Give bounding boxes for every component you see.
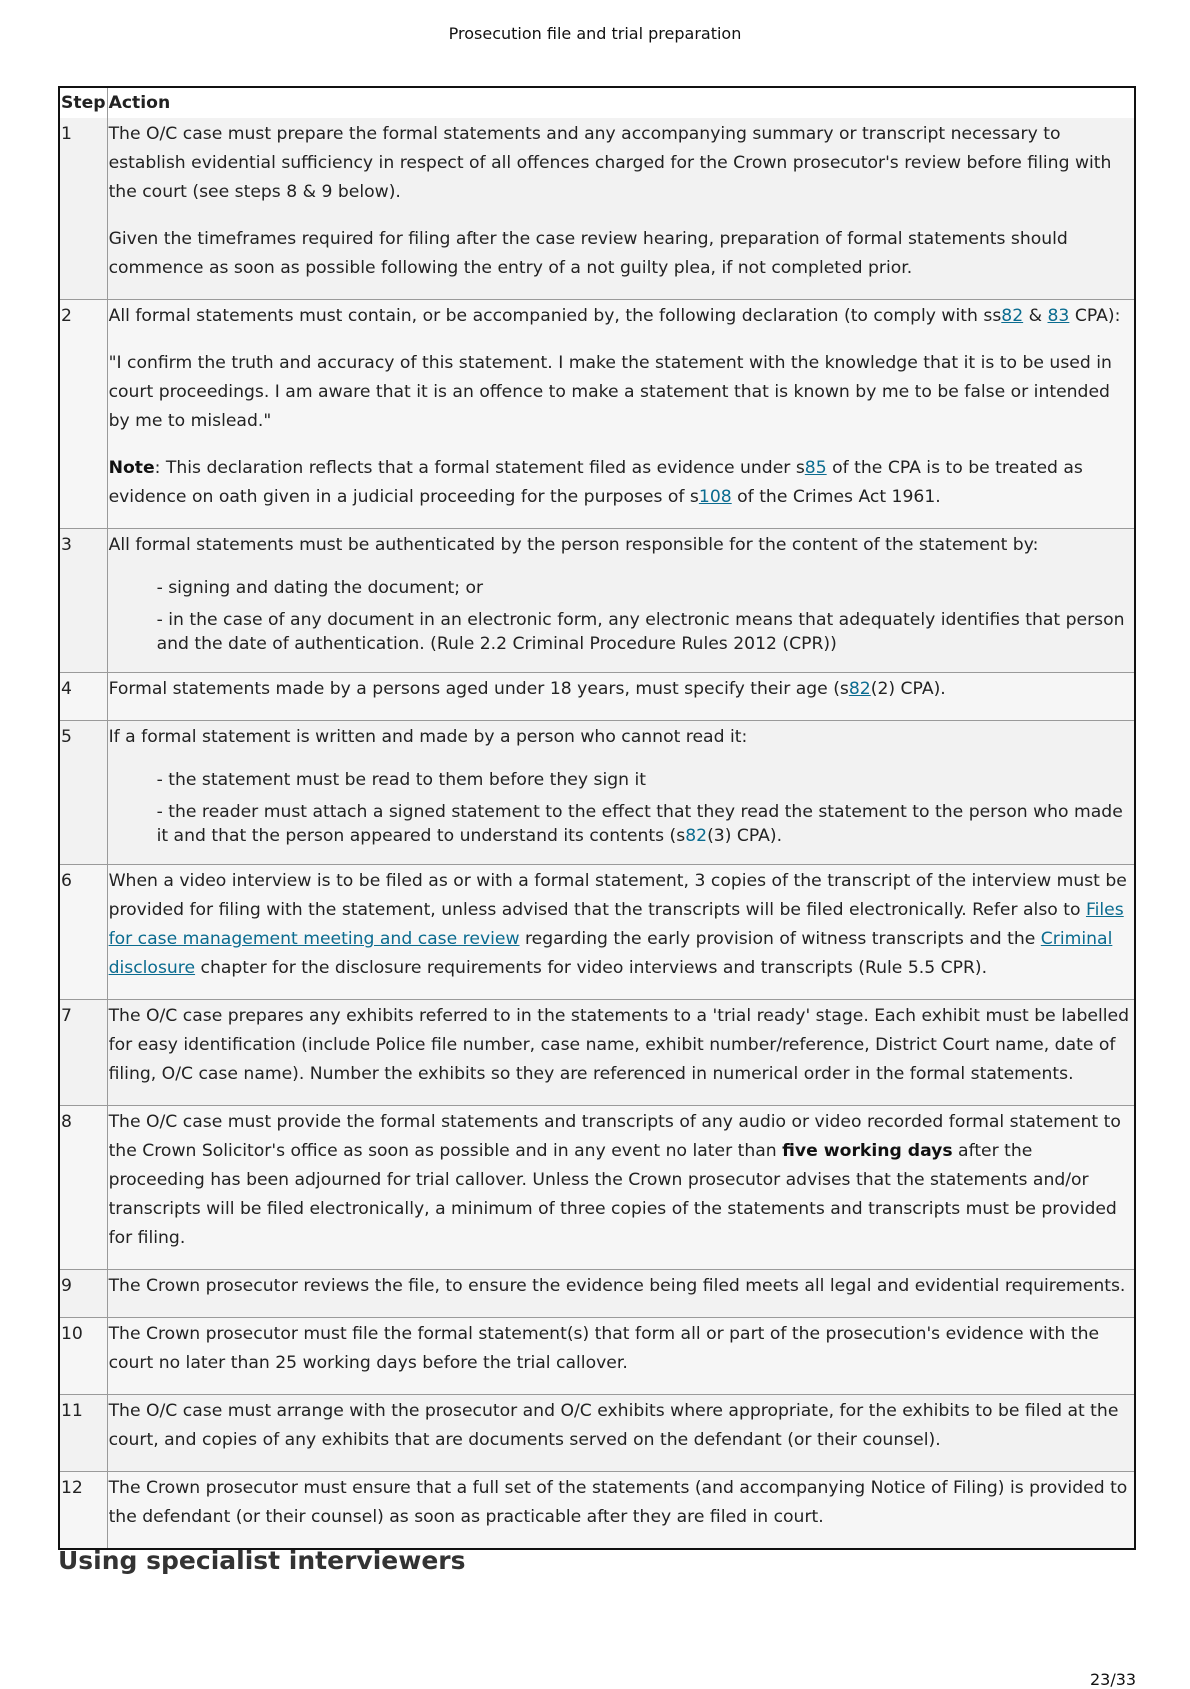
section-heading: Using specialist interviewers <box>58 1546 466 1575</box>
step-action <box>107 1472 1135 1550</box>
dash-list <box>109 768 1132 848</box>
step-number: 1 <box>59 118 107 300</box>
step-action <box>107 721 1135 865</box>
table-row <box>59 1318 1135 1395</box>
table-row <box>59 1106 1135 1270</box>
step-number: 3 <box>59 529 107 673</box>
step-number: 12 <box>59 1472 107 1550</box>
action-paragraph: All formal statements must be authenticated by the person responsible for the content of the statement by: <box>108 535 1039 555</box>
page-header-title: Prosecution file and trial preparation <box>448 24 742 43</box>
step-action <box>107 529 1135 673</box>
action-paragraph: When a video interview is to be filed as or with a formal statement, 3 copies of the transcript of the interview must be provided for filing with the statement, unless advised that the transcripts will be filed electronically. Refer also to Files for case management meeting and case review regarding the early provision of witness transcripts and the Criminal disclosure chapter for the disclosure requirements for video interviews and transcripts (Rule 5.5 CPR). <box>108 871 1127 978</box>
step-number: 8 <box>59 1106 107 1270</box>
step-number: 11 <box>59 1395 107 1472</box>
action-paragraph: The O/C case must provide the formal statements and transcripts of any audio or video recorded formal statement to the Crown Solicitor's office as soon as possible and in any event no later than five working days after the proceeding has been adjourned for trial callover. Unless the Crown prosecutor advises that the statements and/or transcripts will be filed electronically, a minimum of three copies of the statements and transcripts must be provided for filing. <box>108 1112 1121 1248</box>
step-number: 2 <box>59 300 107 529</box>
dash-list <box>109 576 1132 656</box>
step-number: 6 <box>59 865 107 1000</box>
table-row <box>59 865 1135 1000</box>
action-paragraph: The O/C case must prepare the formal statements and any accompanying summary or transcript necessary to establish evidential sufficiency in respect of all offences charged for the Crown prosecutor's review before filing with the court (see steps 8 & 9 below). <box>108 124 1112 202</box>
list-item: - the reader must attach a signed statement to the effect that they read the statement to the person who made it and that the person appeared to understand its contents (s82(3) CPA). <box>156 802 1123 846</box>
table-row <box>59 673 1135 721</box>
action-paragraph: The Crown prosecutor reviews the file, to ensure the evidence being filed meets all legal and evidential requirements. <box>108 1276 1126 1296</box>
column-header-step: Step <box>59 87 107 118</box>
step-number: 7 <box>59 1000 107 1106</box>
step-action <box>107 1318 1135 1395</box>
step-action <box>107 118 1135 300</box>
step-action <box>107 673 1135 721</box>
table-header-row <box>59 87 1135 118</box>
table-row <box>59 721 1135 865</box>
action-paragraph: Given the timeframes required for filing after the case review hearing, preparation of formal statements should commence as soon as possible following the entry of a not guilty plea, if not completed prior. <box>108 229 1068 278</box>
link-s82[interactable]: 82 <box>1001 306 1024 326</box>
note-label: Note <box>108 458 155 478</box>
steps-table <box>58 86 1136 1550</box>
table-row <box>59 1472 1135 1550</box>
step-action <box>107 1106 1135 1270</box>
action-paragraph: The Crown prosecutor must ensure that a full set of the statements (and accompanying Notice of Filing) is provided to the defendant (or their counsel) as soon as practicable after they are filed in court. <box>108 1478 1128 1527</box>
link-criminal-disclosure[interactable]: Criminal disclosure <box>108 929 1113 978</box>
declaration-quote: "I confirm the truth and accuracy of this statement. I make the statement with the knowledge that it is to be used in court proceedings. I am aware that it is an offence to make a statement that is known by me to be false or intended by me to mislead." <box>108 353 1112 431</box>
column-header-action: Action <box>107 87 1135 118</box>
table-row <box>59 1395 1135 1472</box>
note-paragraph: Note: This declaration reflects that a formal statement filed as evidence under s85 of the CPA is to be treated as evidence on oath given in a judicial proceeding for the purposes of s108 of the Crimes Act 1961. <box>108 458 1083 507</box>
list-item: - in the case of any document in an electronic form, any electronic means that adequately identifies that person and the date of authentication. (Rule 2.2 Criminal Procedure Rules 2012 (CPR)) <box>156 610 1125 654</box>
table-row <box>59 300 1135 529</box>
list-item: - the statement must be read to them before they sign it <box>156 770 647 790</box>
table-row <box>59 1000 1135 1106</box>
page-number: 23/33 <box>1090 1670 1137 1689</box>
action-paragraph: Formal statements made by a persons aged under 18 years, must specify their age (s82(2) CPA). <box>108 679 946 699</box>
action-paragraph: The O/C case must arrange with the prosecutor and O/C exhibits where appropriate, for the exhibits to be filed at the court, and copies of any exhibits that are documents served on the defendant (or their counsel). <box>108 1401 1119 1450</box>
action-paragraph: All formal statements must contain, or be accompanied by, the following declaration (to comply with ss82 & 83 CPA): <box>108 306 1121 326</box>
table-row <box>59 529 1135 673</box>
link-s82[interactable]: 82 <box>848 679 871 699</box>
link-s85[interactable]: 85 <box>804 458 827 478</box>
step-number: 4 <box>59 673 107 721</box>
step-action <box>107 1000 1135 1106</box>
step-number: 10 <box>59 1318 107 1395</box>
step-action <box>107 1270 1135 1318</box>
step-action <box>107 300 1135 529</box>
step-action <box>107 865 1135 1000</box>
link-files-case-management[interactable]: Files for case management meeting and case review <box>108 900 1124 949</box>
table-row <box>59 118 1135 300</box>
table-row <box>59 1270 1135 1318</box>
step-number: 5 <box>59 721 107 865</box>
action-paragraph: If a formal statement is written and made by a person who cannot read it: <box>108 727 748 747</box>
link-s82[interactable]: 82 <box>685 826 708 846</box>
emphasis-five-working-days: five working days <box>782 1141 953 1161</box>
action-paragraph: The Crown prosecutor must file the formal statement(s) that form all or part of the prosecution's evidence with the court no later than 25 working days before the trial callover. <box>108 1324 1100 1373</box>
action-paragraph: The O/C case prepares any exhibits referred to in the statements to a 'trial ready' stage. Each exhibit must be labelled for easy identification (include Police file number, case name, exhibit number/reference, District Court name, date of filing, O/C case name). Number the exhibits so they are referenced in numerical order in the formal statements. <box>108 1006 1130 1084</box>
list-item: - signing and dating the document; or <box>156 578 484 598</box>
link-s83[interactable]: 83 <box>1047 306 1070 326</box>
step-action <box>107 1395 1135 1472</box>
link-s108[interactable]: 108 <box>698 487 732 507</box>
step-number: 9 <box>59 1270 107 1318</box>
